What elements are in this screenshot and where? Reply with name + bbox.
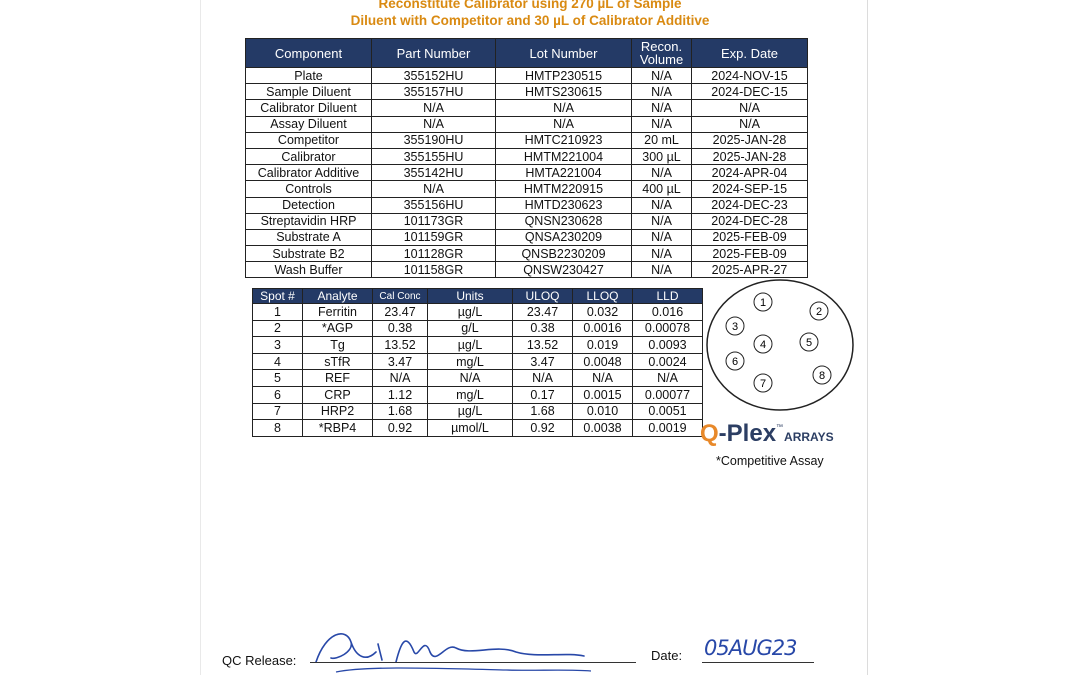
spot-layout-diagram	[705, 278, 855, 412]
component-cell: N/A	[632, 100, 692, 116]
component-cell: N/A	[372, 100, 496, 116]
analyte-cell: 0.010	[573, 403, 633, 420]
logo-tm: ™	[776, 424, 784, 431]
component-cell: Calibrator Diluent	[246, 100, 372, 116]
analyte-cell: HRP2	[303, 403, 373, 420]
component-header-cell: Component	[246, 39, 372, 68]
analyte-cell: 13.52	[513, 337, 573, 354]
component-cell: HMTA221004	[496, 165, 632, 181]
component-cell: 101158GR	[372, 262, 496, 278]
analyte-header-cell: LLD	[633, 289, 703, 304]
component-row	[246, 68, 808, 84]
component-cell: 101173GR	[372, 213, 496, 229]
analyte-cell: 1.12	[373, 386, 428, 403]
analyte-cell: *AGP	[303, 320, 373, 337]
analyte-header-cell: Cal Conc	[373, 289, 428, 304]
analytes-table	[252, 288, 703, 437]
component-cell: Substrate B2	[246, 246, 372, 262]
spot-number: 7	[759, 378, 767, 390]
component-cell: N/A	[632, 262, 692, 278]
analyte-row	[253, 403, 703, 420]
header-line-1: Reconstitute Calibrator using 270 µL of Sample	[378, 0, 682, 11]
component-cell: 355156HU	[372, 197, 496, 213]
component-cell: Controls	[246, 181, 372, 197]
logo-arrays: ARRAYS	[784, 430, 834, 444]
analyte-header-cell: ULOQ	[513, 289, 573, 304]
analyte-row	[253, 337, 703, 354]
analyte-cell: 0.0038	[573, 420, 633, 437]
spot-number: 4	[759, 339, 767, 351]
analyte-row	[253, 420, 703, 437]
component-cell: 355142HU	[372, 165, 496, 181]
analyte-cell: 0.016	[633, 304, 703, 321]
component-cell: 300 µL	[632, 148, 692, 164]
analyte-cell: 0.0016	[573, 320, 633, 337]
analyte-cell: 0.032	[573, 304, 633, 321]
analytes-table-body	[253, 304, 703, 437]
component-cell: 101159GR	[372, 229, 496, 245]
component-cell: N/A	[632, 213, 692, 229]
analyte-row	[253, 370, 703, 387]
spot-number: 8	[818, 370, 826, 382]
date-label: Date:	[651, 648, 683, 663]
analyte-header-cell: Units	[428, 289, 513, 304]
analyte-cell: N/A	[373, 370, 428, 387]
analyte-cell: 0.92	[513, 420, 573, 437]
analyte-cell: 0.38	[373, 320, 428, 337]
analyte-cell: 3.47	[373, 353, 428, 370]
analyte-cell: 2	[253, 320, 303, 337]
analyte-header-cell: Spot #	[253, 289, 303, 304]
component-header-cell: Part Number	[372, 39, 496, 68]
analyte-cell: 3.47	[513, 353, 573, 370]
component-cell: N/A	[692, 116, 808, 132]
component-cell: Substrate A	[246, 229, 372, 245]
logo-q: Q	[700, 420, 719, 447]
component-cell: N/A	[632, 229, 692, 245]
component-cell: 101128GR	[372, 246, 496, 262]
analyte-cell: µg/L	[428, 403, 513, 420]
spot-number: 5	[805, 337, 813, 349]
component-cell: HMTD230623	[496, 197, 632, 213]
analyte-cell: µmol/L	[428, 420, 513, 437]
component-row	[246, 116, 808, 132]
component-cell: 2025-FEB-09	[692, 229, 808, 245]
date-handwritten: 05AUG23	[704, 636, 797, 660]
component-cell: QNSA230209	[496, 229, 632, 245]
component-cell: 20 mL	[632, 132, 692, 148]
date-line	[702, 662, 814, 663]
component-cell: QNSW230427	[496, 262, 632, 278]
component-cell: N/A	[496, 116, 632, 132]
analyte-cell: 0.0048	[573, 353, 633, 370]
component-cell: 2025-JAN-28	[692, 148, 808, 164]
component-cell: HMTS230615	[496, 84, 632, 100]
analyte-cell: REF	[303, 370, 373, 387]
component-cell: Assay Diluent	[246, 116, 372, 132]
analyte-cell: 0.0015	[573, 386, 633, 403]
analyte-cell: mg/L	[428, 386, 513, 403]
component-cell: Streptavidin HRP	[246, 213, 372, 229]
analyte-cell: 8	[253, 420, 303, 437]
component-cell: Competitor	[246, 132, 372, 148]
component-cell: Plate	[246, 68, 372, 84]
competitive-assay-footnote: *Competitive Assay	[716, 454, 824, 468]
component-cell: HMTM221004	[496, 148, 632, 164]
component-header-cell: Lot Number	[496, 39, 632, 68]
component-cell: 2024-DEC-15	[692, 84, 808, 100]
component-cell: Sample Diluent	[246, 84, 372, 100]
analyte-cell: 6	[253, 386, 303, 403]
analyte-cell: N/A	[573, 370, 633, 387]
components-table-body	[246, 68, 808, 278]
qc-signature	[306, 622, 606, 674]
component-row	[246, 165, 808, 181]
component-row	[246, 132, 808, 148]
analyte-cell: 23.47	[373, 304, 428, 321]
component-cell: Calibrator	[246, 148, 372, 164]
component-row	[246, 197, 808, 213]
component-row	[246, 262, 808, 278]
analyte-cell: 0.019	[573, 337, 633, 354]
component-cell: N/A	[372, 116, 496, 132]
component-cell: 2025-APR-27	[692, 262, 808, 278]
component-row	[246, 246, 808, 262]
component-cell: QNSB2230209	[496, 246, 632, 262]
spot-number: 1	[759, 297, 767, 309]
analyte-cell: 0.0051	[633, 403, 703, 420]
analyte-cell: 0.92	[373, 420, 428, 437]
component-cell: N/A	[692, 100, 808, 116]
spot-number: 3	[731, 321, 739, 333]
components-table-header	[246, 39, 808, 68]
analyte-cell: g/L	[428, 320, 513, 337]
analyte-cell: 7	[253, 403, 303, 420]
component-cell: 355152HU	[372, 68, 496, 84]
well-outline	[707, 280, 853, 410]
qplex-logo	[700, 420, 834, 448]
component-cell: N/A	[632, 84, 692, 100]
analyte-cell: 1	[253, 304, 303, 321]
component-cell: Detection	[246, 197, 372, 213]
component-cell: N/A	[372, 181, 496, 197]
analyte-cell: 0.38	[513, 320, 573, 337]
component-row	[246, 181, 808, 197]
analyte-cell: 4	[253, 353, 303, 370]
component-cell: N/A	[632, 165, 692, 181]
logo-plex: -Plex	[718, 420, 777, 447]
analyte-cell: Tg	[303, 337, 373, 354]
component-cell: 2024-DEC-23	[692, 197, 808, 213]
analyte-cell: mg/L	[428, 353, 513, 370]
analyte-cell: 0.17	[513, 386, 573, 403]
analyte-cell: 0.00077	[633, 386, 703, 403]
component-cell: HMTM220915	[496, 181, 632, 197]
analyte-cell: 0.00078	[633, 320, 703, 337]
component-header-cell: Exp. Date	[692, 39, 808, 68]
component-cell: N/A	[496, 100, 632, 116]
header-line-2: Diluent with Competitor and 30 µL of Calibrator Additive	[350, 13, 710, 28]
analyte-cell: CRP	[303, 386, 373, 403]
component-cell: 400 µL	[632, 181, 692, 197]
spot-markers	[726, 293, 831, 392]
analyte-cell: µg/L	[428, 304, 513, 321]
analyte-header-cell: Analyte	[303, 289, 373, 304]
analyte-cell: *RBP4	[303, 420, 373, 437]
component-row	[246, 213, 808, 229]
spot-number: 6	[731, 356, 739, 368]
analyte-header-cell: LLOQ	[573, 289, 633, 304]
component-cell: 2024-SEP-15	[692, 181, 808, 197]
analyte-cell: N/A	[633, 370, 703, 387]
component-row	[246, 229, 808, 245]
analytes-table-header	[253, 289, 703, 304]
component-cell: 2024-APR-04	[692, 165, 808, 181]
component-cell: N/A	[632, 68, 692, 84]
qc-release-label: QC Release:	[222, 653, 297, 668]
component-cell: N/A	[632, 246, 692, 262]
analyte-cell: 1.68	[513, 403, 573, 420]
component-row	[246, 84, 808, 100]
component-cell: Calibrator Additive	[246, 165, 372, 181]
analyte-cell: 1.68	[373, 403, 428, 420]
analyte-cell: N/A	[513, 370, 573, 387]
component-cell: 355155HU	[372, 148, 496, 164]
component-cell: HMTC210923	[496, 132, 632, 148]
analyte-row	[253, 353, 703, 370]
component-cell: 2024-DEC-28	[692, 213, 808, 229]
analyte-row	[253, 320, 703, 337]
analyte-cell: 5	[253, 370, 303, 387]
analyte-row	[253, 304, 703, 321]
analyte-cell: 13.52	[373, 337, 428, 354]
component-cell: N/A	[632, 197, 692, 213]
component-header-cell: Recon. Volume	[632, 39, 692, 68]
component-cell: 355157HU	[372, 84, 496, 100]
component-row	[246, 100, 808, 116]
component-cell: 355190HU	[372, 132, 496, 148]
analyte-cell: µg/L	[428, 337, 513, 354]
analyte-cell: 0.0024	[633, 353, 703, 370]
analyte-cell: Ferritin	[303, 304, 373, 321]
analyte-cell: 23.47	[513, 304, 573, 321]
component-cell: 2024-NOV-15	[692, 68, 808, 84]
analyte-cell: 0.0019	[633, 420, 703, 437]
components-table	[245, 38, 808, 278]
component-row	[246, 148, 808, 164]
analyte-cell: 3	[253, 337, 303, 354]
component-cell: HMTP230515	[496, 68, 632, 84]
analyte-cell: N/A	[428, 370, 513, 387]
analyte-cell: 0.0093	[633, 337, 703, 354]
analyte-row	[253, 386, 703, 403]
component-cell: N/A	[632, 116, 692, 132]
component-cell: 2025-JAN-28	[692, 132, 808, 148]
signature-line	[310, 662, 636, 663]
analyte-cell: sTfR	[303, 353, 373, 370]
component-cell: 2025-FEB-09	[692, 246, 808, 262]
component-cell: Wash Buffer	[246, 262, 372, 278]
component-cell: QNSN230628	[496, 213, 632, 229]
spot-number: 2	[815, 306, 823, 318]
